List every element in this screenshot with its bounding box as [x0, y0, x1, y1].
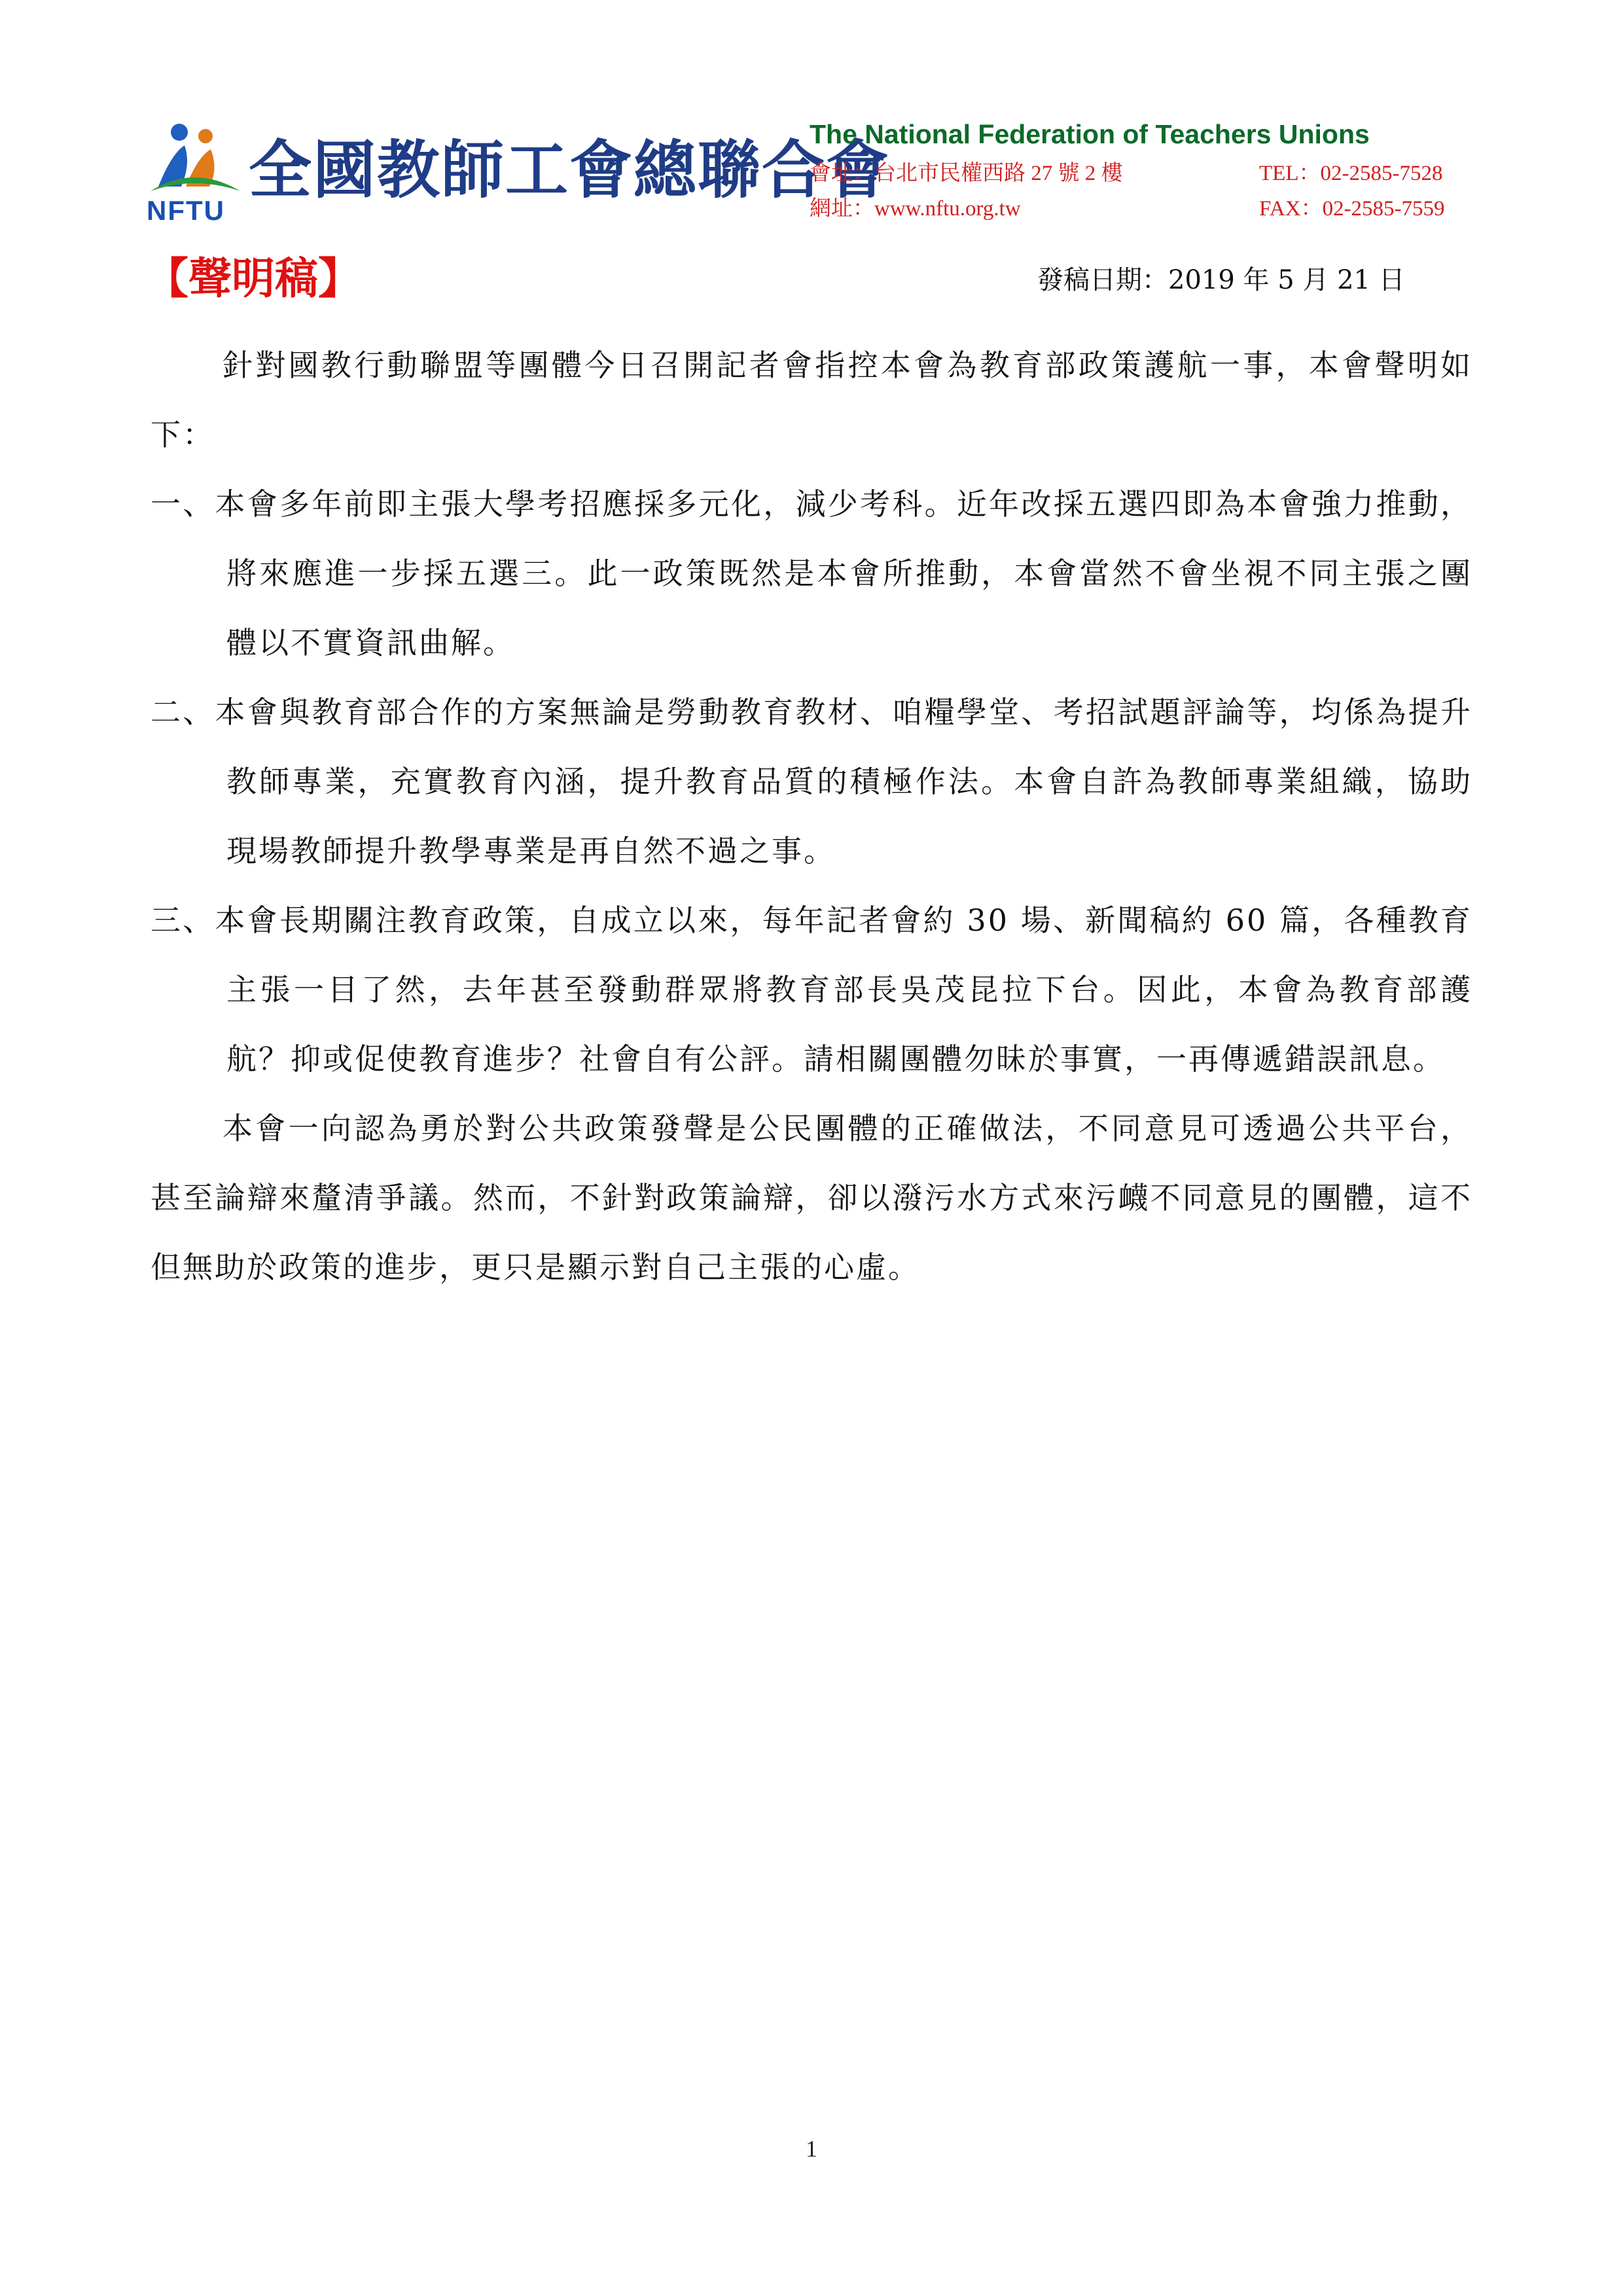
- intro-paragraph: 針對國教行動聯盟等團體今日召開記者會指控本會為教育部政策護航一事，本會聲明如下：: [151, 348, 1472, 452]
- list-item: 二、本會與教育部合作的方案無論是勞動教育教材、咱糧學堂、考招試題評論等，均係為提升教師專業，充實教育內涵，提升教育品質的積極作法。本會自許為教師專業組織，協助現場教師提升教學專業是再自然不過之事。: [151, 694, 1472, 869]
- letterhead: [145, 111, 1480, 229]
- statement-body: [151, 331, 1472, 1302]
- logo-abbreviation: NFTU: [147, 195, 225, 226]
- telephone: TEL：02-2585-7528: [1259, 162, 1443, 185]
- organization-name-english: The National Federation of Teachers Unions: [810, 119, 1370, 149]
- document-type-label: 【聲明稿】: [145, 253, 361, 304]
- list-item: 一、本會多年前即主張大學考招應採多元化，減少考科。近年改採五選四即為本會強力推動，將來應進一步採五選三。此一政策既然是本會所推動，本會當然不會坐視不同主張之團體以不實資訊曲解。: [151, 486, 1472, 660]
- fax: FAX：02-2585-7559: [1259, 197, 1445, 221]
- address: 會址：台北市民權西路 27 號 2 樓: [810, 162, 1123, 185]
- organization-name-chinese: 全國教師工會總聯合會: [249, 133, 890, 207]
- nftu-logo-icon: [145, 118, 243, 196]
- list-item: 三、本會長期關注教育政策，自成立以來，每年記者會約 30 場、新聞稿約 60 篇，各種教育主張一目了然，去年甚至發動群眾將教育部長吳茂昆拉下台。因此，本會為教育部護航？抑或促使教育進步？社會自有公評。請相關團體勿昧於事實，一再傳遞錯誤訊息。: [151, 903, 1472, 1077]
- website: 網址：www.nftu.org.tw: [810, 197, 1021, 221]
- closing-paragraph: 本會一向認為勇於對公共政策發聲是公民團體的正確做法，不同意見可透過公共平台，甚至論辯來釐清爭議。然而，不針對政策論辯，卻以潑污水方式來污衊不同意見的團體，這不但無助於政策的進步，更只是顯示對自己主張的心虛。: [151, 1111, 1472, 1285]
- issue-date: 發稿日期：2019 年 5 月 21 日: [1037, 265, 1405, 295]
- page-number: 1: [806, 2136, 817, 2162]
